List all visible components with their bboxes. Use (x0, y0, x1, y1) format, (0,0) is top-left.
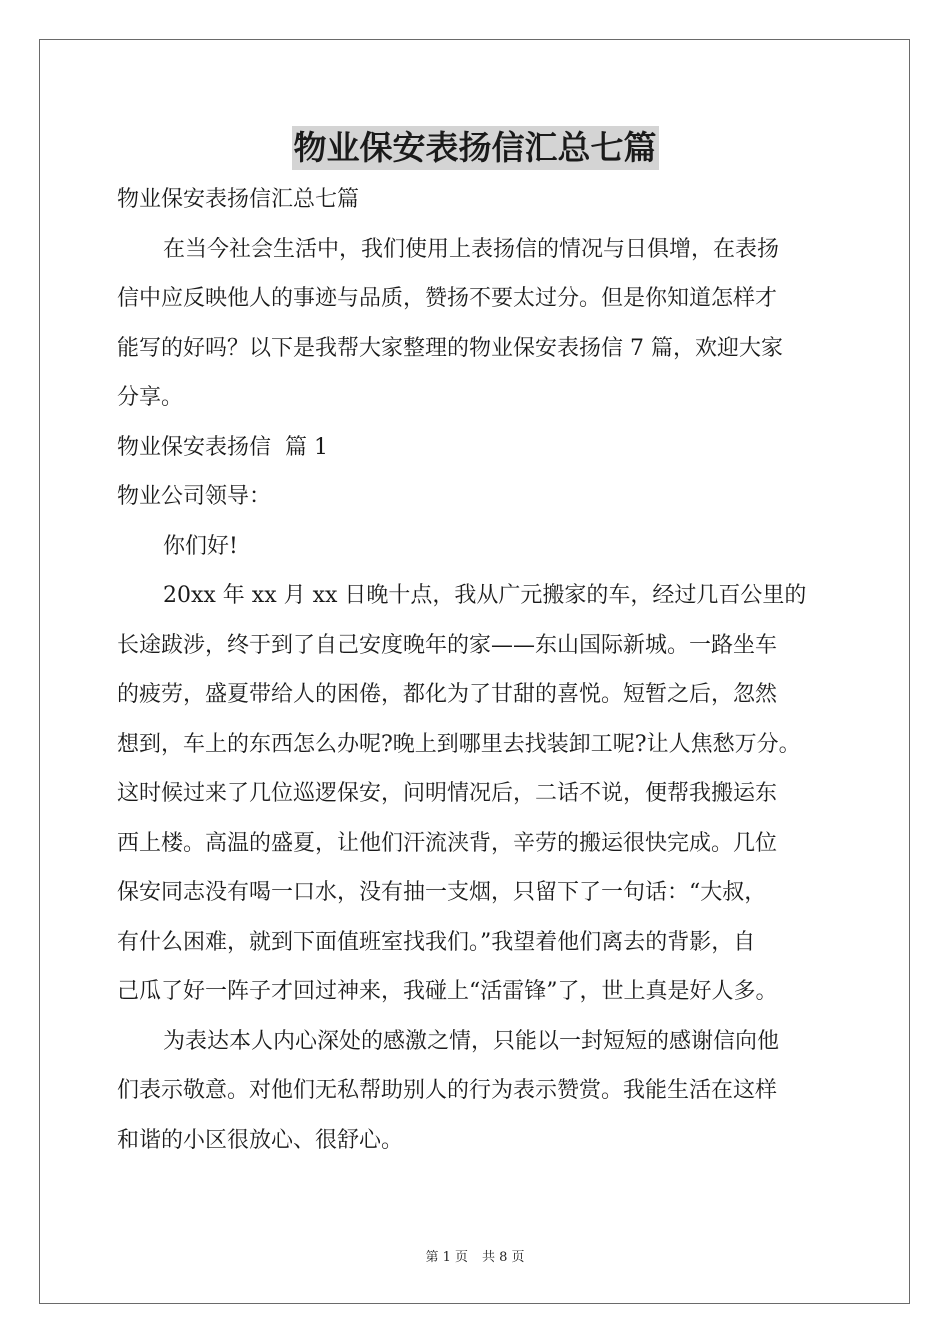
text-line: 在当今社会生活中，我们使用上表扬信的情况与日俱增，在表扬 (163, 236, 780, 262)
page-footer (0, 1246, 950, 1265)
text-line: 西上楼。高温的盛夏，让他们汗流浃背，辛劳的搬运很快完成。几位 (117, 830, 778, 856)
text-line: 信中应反映他人的事迹与品质，赞扬不要太过分。但是你知道怎样才 (117, 286, 778, 311)
text-line: 有什么困难，就到下面值班室找我们。”我望着他们离去的背影，自 (117, 929, 756, 955)
body-paragraph-2 (117, 1017, 837, 1166)
text-line: 分享。 (117, 385, 184, 410)
text-line: 的疲劳，盛夏带给人的困倦，都化为了甘甜的喜悦。短暂之后，忽然 (117, 682, 778, 707)
body-paragraph-1 (117, 571, 837, 1017)
page-total: 共 8 页 (482, 1250, 525, 1265)
text-line: 20xx 年 xx 月 xx 日晚十点，我从广元搬家的车，经过几百公里的 (163, 583, 807, 608)
text-line: 长途跋涉，终于到了自己安度晚年的家——东山国际新城。一路坐车 (117, 632, 778, 658)
salutation: 物业公司领导： (117, 484, 272, 509)
intro-paragraph (117, 225, 837, 423)
greeting: 你们好! (163, 533, 238, 559)
text-line: 为表达本人内心深处的感激之情，只能以一封短短的感谢信向他 (163, 1028, 780, 1054)
text-line: 这时候过来了几位巡逻保安，问明情况后，二话不说，便帮我搬运东 (117, 781, 778, 806)
page-number: 第 1 页 (425, 1250, 468, 1265)
subtitle: 物业保安表扬信汇总七篇 (117, 187, 360, 212)
text-line: 们表示敬意。对他们无私帮助别人的行为表示赞赏。我能生活在这样 (117, 1078, 778, 1103)
title-container (0, 126, 950, 170)
text-line: 能写的好吗？以下是我帮大家整理的物业保安表扬信 7 篇，欢迎大家 (117, 335, 783, 361)
text-line: 想到，车上的东西怎么办呢?晚上到哪里去找装卸工呢?让人焦愁万分。 (117, 731, 801, 757)
document-title: 物业保安表扬信汇总七篇 (292, 126, 659, 170)
text-line: 保安同志没有喝一口水，没有抽一支烟，只留下了一句话：“大叔， (117, 880, 767, 905)
text-line: 和谐的小区很放心、很舒心。 (117, 1127, 404, 1153)
section-heading: 物业保安表扬信 篇 1 (117, 434, 328, 460)
document-body (117, 175, 837, 1165)
text-line: 己瓜了好一阵子才回过神来，我碰上“活雷锋”了，世上真是好人多。 (117, 979, 778, 1004)
